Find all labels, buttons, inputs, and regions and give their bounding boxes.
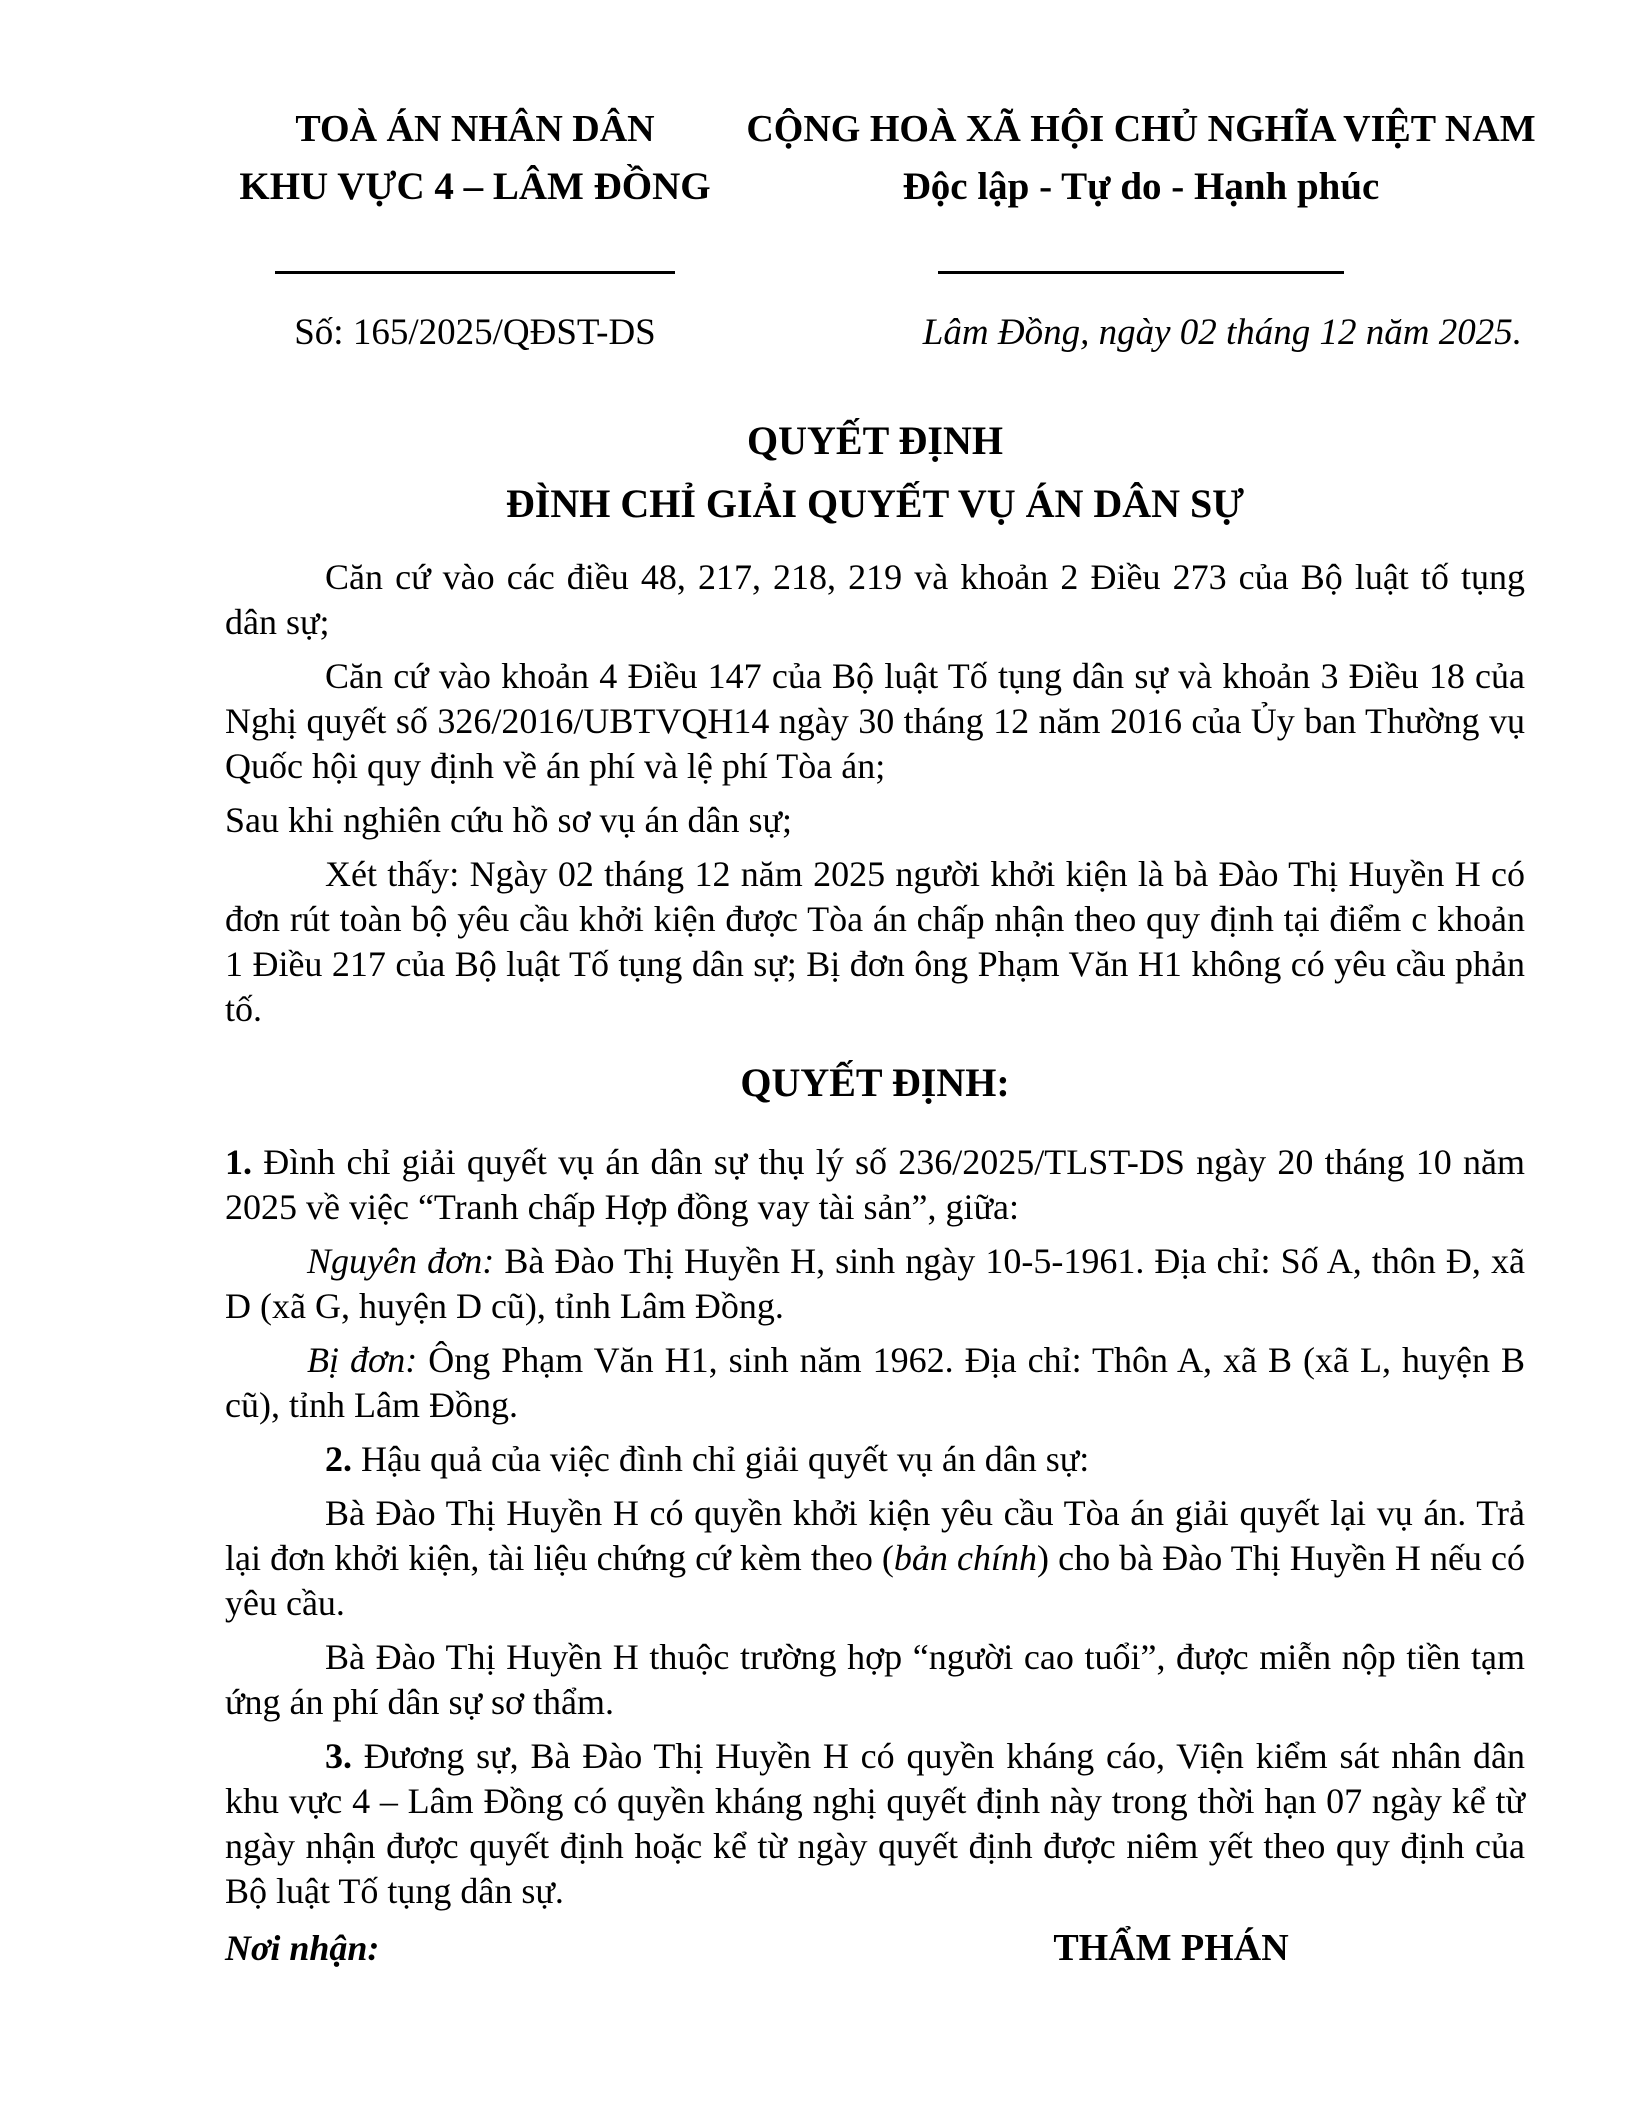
text-run: Đương sự, Bà Đào Thị Huyền H có quyền kháng cáo, Viện kiểm sát nhân dân khu vực 4 – Lâm Đồng có quyền kháng nghị quyết định này trong thời hạn 07 ngày kể từ ngày nhận được quyết định hoặc kể từ ngày quyết định được niêm yết theo quy định của Bộ luật Tố tụng dân sự. xyxy=(225,1736,1525,1911)
national-motto-block xyxy=(725,100,1557,274)
text-run: bản chính xyxy=(893,1538,1038,1578)
document-meta-row xyxy=(0,311,1632,355)
national-title: CỘNG HOÀ XÃ HỘI CHỦ NGHĨA VIỆT NAM xyxy=(746,108,1536,150)
national-motto: Độc lập - Tự do - Hạnh phúc xyxy=(902,165,1380,208)
text-run: Đình chỉ giải quyết vụ án dân sự thụ lý số 236/2025/TLST-DS ngày 20 tháng 10 năm 2025 về việc “Tranh chấp Hợp đồng vay tài sản”, giữa: xyxy=(225,1142,1525,1227)
text-run: 3. xyxy=(325,1736,352,1776)
paragraph xyxy=(225,1635,1525,1725)
text-run: Hậu quả của việc đình chỉ giải quyết vụ án dân sự: xyxy=(352,1439,1090,1479)
text-run: ) cho bà Đào Thị Huyền H nếu có yêu cầu. xyxy=(225,1538,1526,1623)
decision-section xyxy=(225,1140,1525,1914)
paragraph xyxy=(225,1734,1525,1914)
recipients-label: Nơi nhận: xyxy=(225,1928,380,1968)
paragraph xyxy=(225,555,1525,645)
place-date-line: Lâm Đồng, ngày 02 tháng 12 năm 2025. xyxy=(922,312,1522,353)
national-motto-underline xyxy=(938,271,1344,274)
judge-title: THẨM PHÁN xyxy=(1053,1927,1289,1969)
paragraph xyxy=(225,1437,1525,1482)
court-name-underline xyxy=(275,271,675,274)
text-run: Căn cứ vào các điều 48, 217, 218, 219 và khoản 2 Điều 273 của Bộ luật tố tụng dân sự; xyxy=(225,557,1525,642)
text-run: Căn cứ vào khoản 4 Điều 147 của Bộ luật Tố tụng dân sự và khoản 3 Điều 18 của Nghị quyết số 326/2016/UBTVQH14 ngày 30 tháng 12 năm 2016 của Ủy ban Thường vụ Quốc hội quy định về án phí và lệ phí Tòa án; xyxy=(225,656,1525,786)
text-run: Ông Phạm Văn H1, sinh năm 1962. Địa chỉ: Thôn A, xã B (xã L, huyện B cũ), tỉnh Lâm Đồng. xyxy=(225,1340,1525,1425)
text-run: Bà Đào Thị Huyền H thuộc trường hợp “người cao tuổi”, được miễn nộp tiền tạm ứng án phí dân sự sơ thẩm. xyxy=(225,1637,1525,1722)
document-title-line2: ĐÌNH CHỈ GIẢI QUYẾT VỤ ÁN DÂN SỰ xyxy=(505,481,1245,526)
paragraph xyxy=(225,1491,1525,1626)
document-footer xyxy=(225,1923,1525,2003)
document-body xyxy=(225,555,1525,2003)
text-run: Bị đơn: xyxy=(307,1340,418,1380)
text-run: 2. xyxy=(325,1439,352,1479)
court-name-line1: TOÀ ÁN NHÂN DÂN xyxy=(295,108,655,150)
decision-section-heading: QUYẾT ĐỊNH: xyxy=(740,1060,1010,1105)
court-name-line2: KHU VỰC 4 – LÂM ĐỒNG xyxy=(239,165,711,208)
paragraph xyxy=(225,852,1525,1032)
text-run: Bà Đào Thị Huyền H có quyền khởi kiện yêu cầu Tòa án giải quyết lại vụ án. Trả lại đơn khởi kiện, tài liệu chứng cứ kèm theo ( xyxy=(225,1493,1525,1578)
text-run: Xét thấy: Ngày 02 tháng 12 năm 2025 người khởi kiện là bà Đào Thị Huyền H có đơn rút toàn bộ yêu cầu khởi kiện được Tòa án chấp nhận theo quy định tại điểm c khoản 1 Điều 217 của Bộ luật Tố tụng dân sự; Bị đơn ông Phạm Văn H1 không có yêu cầu phản tố. xyxy=(225,854,1525,1029)
document-number: Số: 165/2025/QĐST-DS xyxy=(294,312,656,353)
text-run: 1. xyxy=(225,1142,252,1182)
paragraph xyxy=(225,1239,1525,1329)
document-title xyxy=(225,409,1525,535)
paragraph xyxy=(225,798,1525,843)
text-run: Sau khi nghiên cứu hồ sơ vụ án dân sự; xyxy=(225,800,792,840)
paragraph xyxy=(225,1338,1525,1428)
document-title-line1: QUYẾT ĐỊNH xyxy=(747,418,1003,463)
court-name-block xyxy=(225,100,725,274)
document-header xyxy=(0,0,1632,274)
paragraph xyxy=(225,654,1525,789)
text-run: Bà Đào Thị Huyền H, sinh ngày 10-5-1961. Địa chỉ: Số A, thôn Đ, xã D (xã G, huyện D cũ), tỉnh Lâm Đồng. xyxy=(225,1241,1525,1326)
text-run: Nguyên đơn: xyxy=(307,1241,495,1281)
paragraph xyxy=(225,1140,1525,1230)
preamble-section xyxy=(225,555,1525,1032)
